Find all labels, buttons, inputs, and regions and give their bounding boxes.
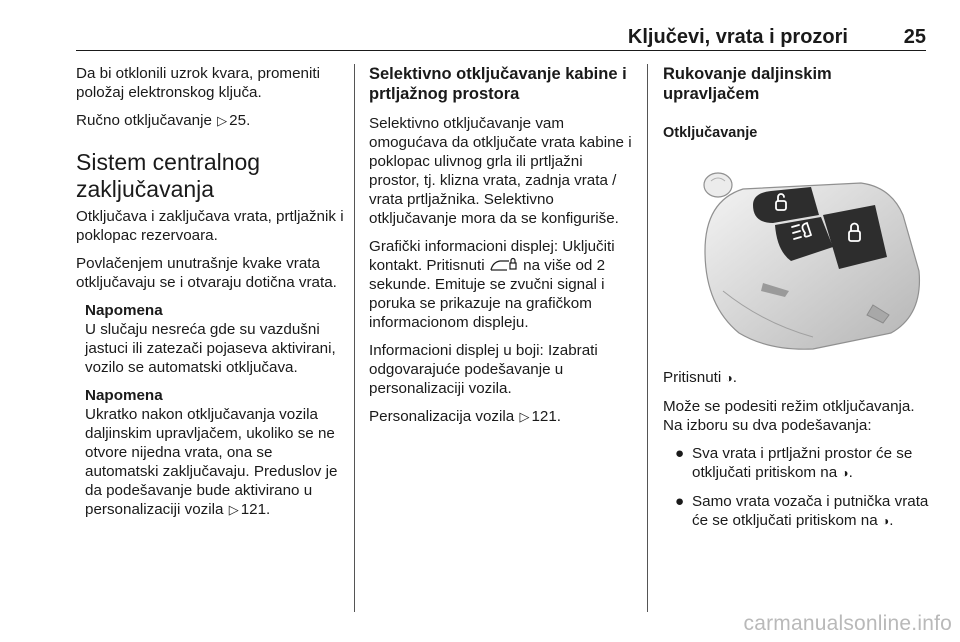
section-heading: Rukovanje daljinskim upravljačem — [663, 65, 832, 103]
sub-heading: Otključavanje — [663, 125, 758, 141]
paragraph-ref: Personalizacija vozila ▷ 121. — [369, 408, 561, 425]
arrow-ref-icon: ▷ — [519, 409, 530, 424]
section-heading: Sistem centralnog zaključavanja — [76, 149, 261, 202]
bullet-list — [663, 444, 929, 531]
paragraph: Informacioni displej u boji: Izabrati odgovarajuće podešavanje u personalizaciji vozila. — [369, 342, 598, 397]
paragraph: Povlačenjem unutrašnje kvake vrata otključavaju se i otvaraju dotična vrata. — [76, 255, 337, 291]
unlock-icon: ◑ — [725, 371, 733, 385]
watermark: carmanualsonline.info — [743, 612, 952, 635]
unlock-icon: ◑ — [881, 514, 890, 528]
page-header — [76, 22, 926, 51]
note-box — [85, 301, 348, 519]
note-text: Ukratko nakon otključavanja vozila daljinskim upravljačem, ukoliko se ne otvore nijedna vrata, ona se automatski zaključavaju. Preduslov je da podešavanje bude aktivirano u personalizaciji vozila — [85, 406, 338, 518]
paragraph: Da bi otklonili uzrok kvara, promeniti položaj elektronskog ključa. — [76, 65, 320, 101]
column-divider-1 — [354, 64, 355, 612]
note-text: U slučaju nesreća gde su vazdušni jastuci ili zatezači pojaseva aktivirani, vozilo se automatski otključava. — [85, 321, 336, 376]
column-divider-2 — [647, 64, 648, 612]
remote-key-image — [693, 165, 925, 353]
paragraph-ref: Ručno otključavanje ▷ 25. — [76, 112, 251, 129]
page-link[interactable]: 121. — [240, 501, 271, 518]
list-item: ● Sva vrata i prtljažni prostor će se otključati pritiskom na ◑. — [675, 445, 913, 481]
page-title: Ključevi, vrata i prozori — [627, 26, 848, 48]
page-link[interactable]: 25. — [229, 112, 251, 129]
note-title: Napomena — [85, 302, 163, 319]
arrow-ref-icon: ▷ — [217, 113, 228, 128]
car-key-icon — [489, 257, 519, 272]
column-1 — [76, 64, 348, 528]
page-link[interactable]: 121. — [531, 408, 561, 425]
page-number: 25 — [903, 26, 926, 48]
section-heading: Selektivno otključavanje kabine i prtljažnog prostora — [369, 65, 627, 103]
paragraph: Grafički informacioni displej: Uključiti kontakt. Pritisnuti na više od 2 sekunde. Emituje se zvučni signal i poruka se prikazuje na grafičkom informacionom displeju. — [369, 238, 615, 331]
column-3 — [663, 64, 929, 540]
unlock-icon: ◑ — [841, 466, 849, 480]
list-item: ● Samo vrata vozača i putnička vrata će se otključati pritiskom na ◑. — [675, 493, 929, 529]
column-2 — [369, 64, 635, 435]
arrow-ref-icon: ▷ — [228, 502, 239, 517]
paragraph: Otključava i zaključava vrata, prtljažnik i poklopac rezervoara. — [76, 208, 344, 244]
paragraph: Pritisnuti ◑. — [663, 369, 737, 386]
note-title: Napomena — [85, 387, 163, 404]
paragraph: Selektivno otključavanje vam omogućava da otključate vrata kabine i poklopac ulivnog grla ili prtljažni prostor, tj. klizna vrata, zadnja vrata / vrata prtljažnika. Selektivno otključavanje mora da se konfiguriše. — [369, 115, 632, 227]
paragraph: Može se podesiti režim otključavanja. Na izboru su dva podešavanja: — [663, 398, 915, 434]
